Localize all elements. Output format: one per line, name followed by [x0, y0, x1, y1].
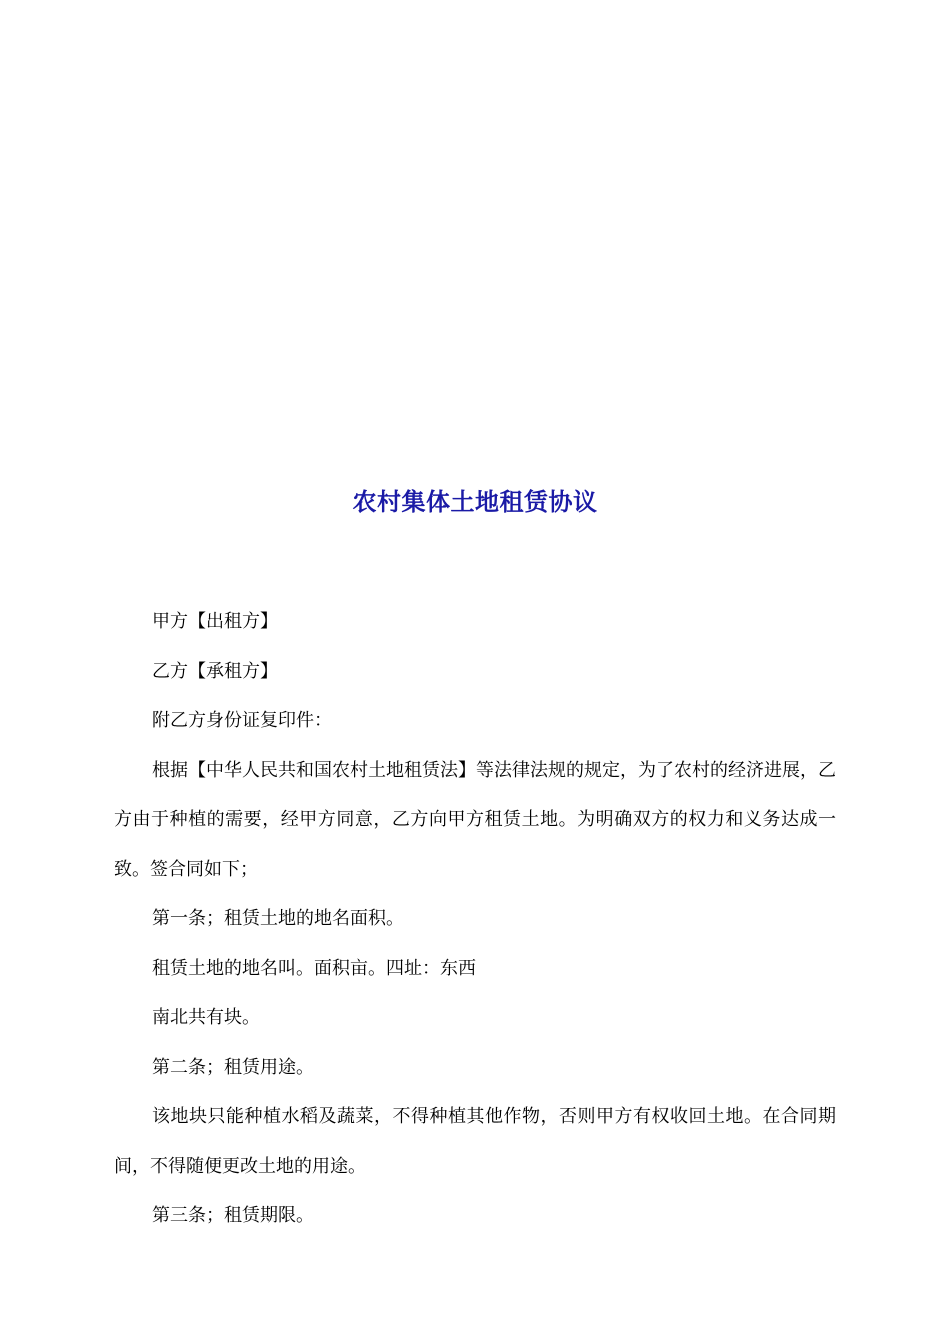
document-body — [114, 597, 836, 1241]
paragraph-party-b: 乙方【承租方】 — [152, 660, 278, 682]
paragraph-article-1-boundaries: 南北共有块。 — [152, 1007, 260, 1028]
paragraph-article-3-heading: 第三条；租赁期限。 — [152, 1205, 314, 1226]
paragraph-article-2-body: 该地块只能种植水稻及蔬菜，不得种植其他作物，否则甲方有权收回土地。在合同期间，不得随便更改土地的用途。 — [114, 1106, 836, 1177]
paragraph-article-2-heading: 第二条；租赁用途。 — [152, 1056, 314, 1078]
paragraph-id-attachment: 附乙方身份证复印件： — [152, 710, 332, 731]
document-title: 农村集体土地租赁协议 — [352, 487, 598, 516]
paragraph-article-1-location: 租赁土地的地名叫。面积亩。四址：东西 — [152, 957, 476, 979]
paragraph-party-a: 甲方【出租方】 — [152, 611, 278, 632]
paragraph-article-1-heading: 第一条；租赁土地的地名面积。 — [152, 908, 404, 929]
paragraph-preamble: 根据【中华人民共和国农村土地租赁法】等法律法规的规定，为了农村的经济进展，乙方由于种植的需要，经甲方同意，乙方向甲方租赁土地。为明确双方的权力和义务达成一致。签合同如下； — [114, 759, 836, 880]
